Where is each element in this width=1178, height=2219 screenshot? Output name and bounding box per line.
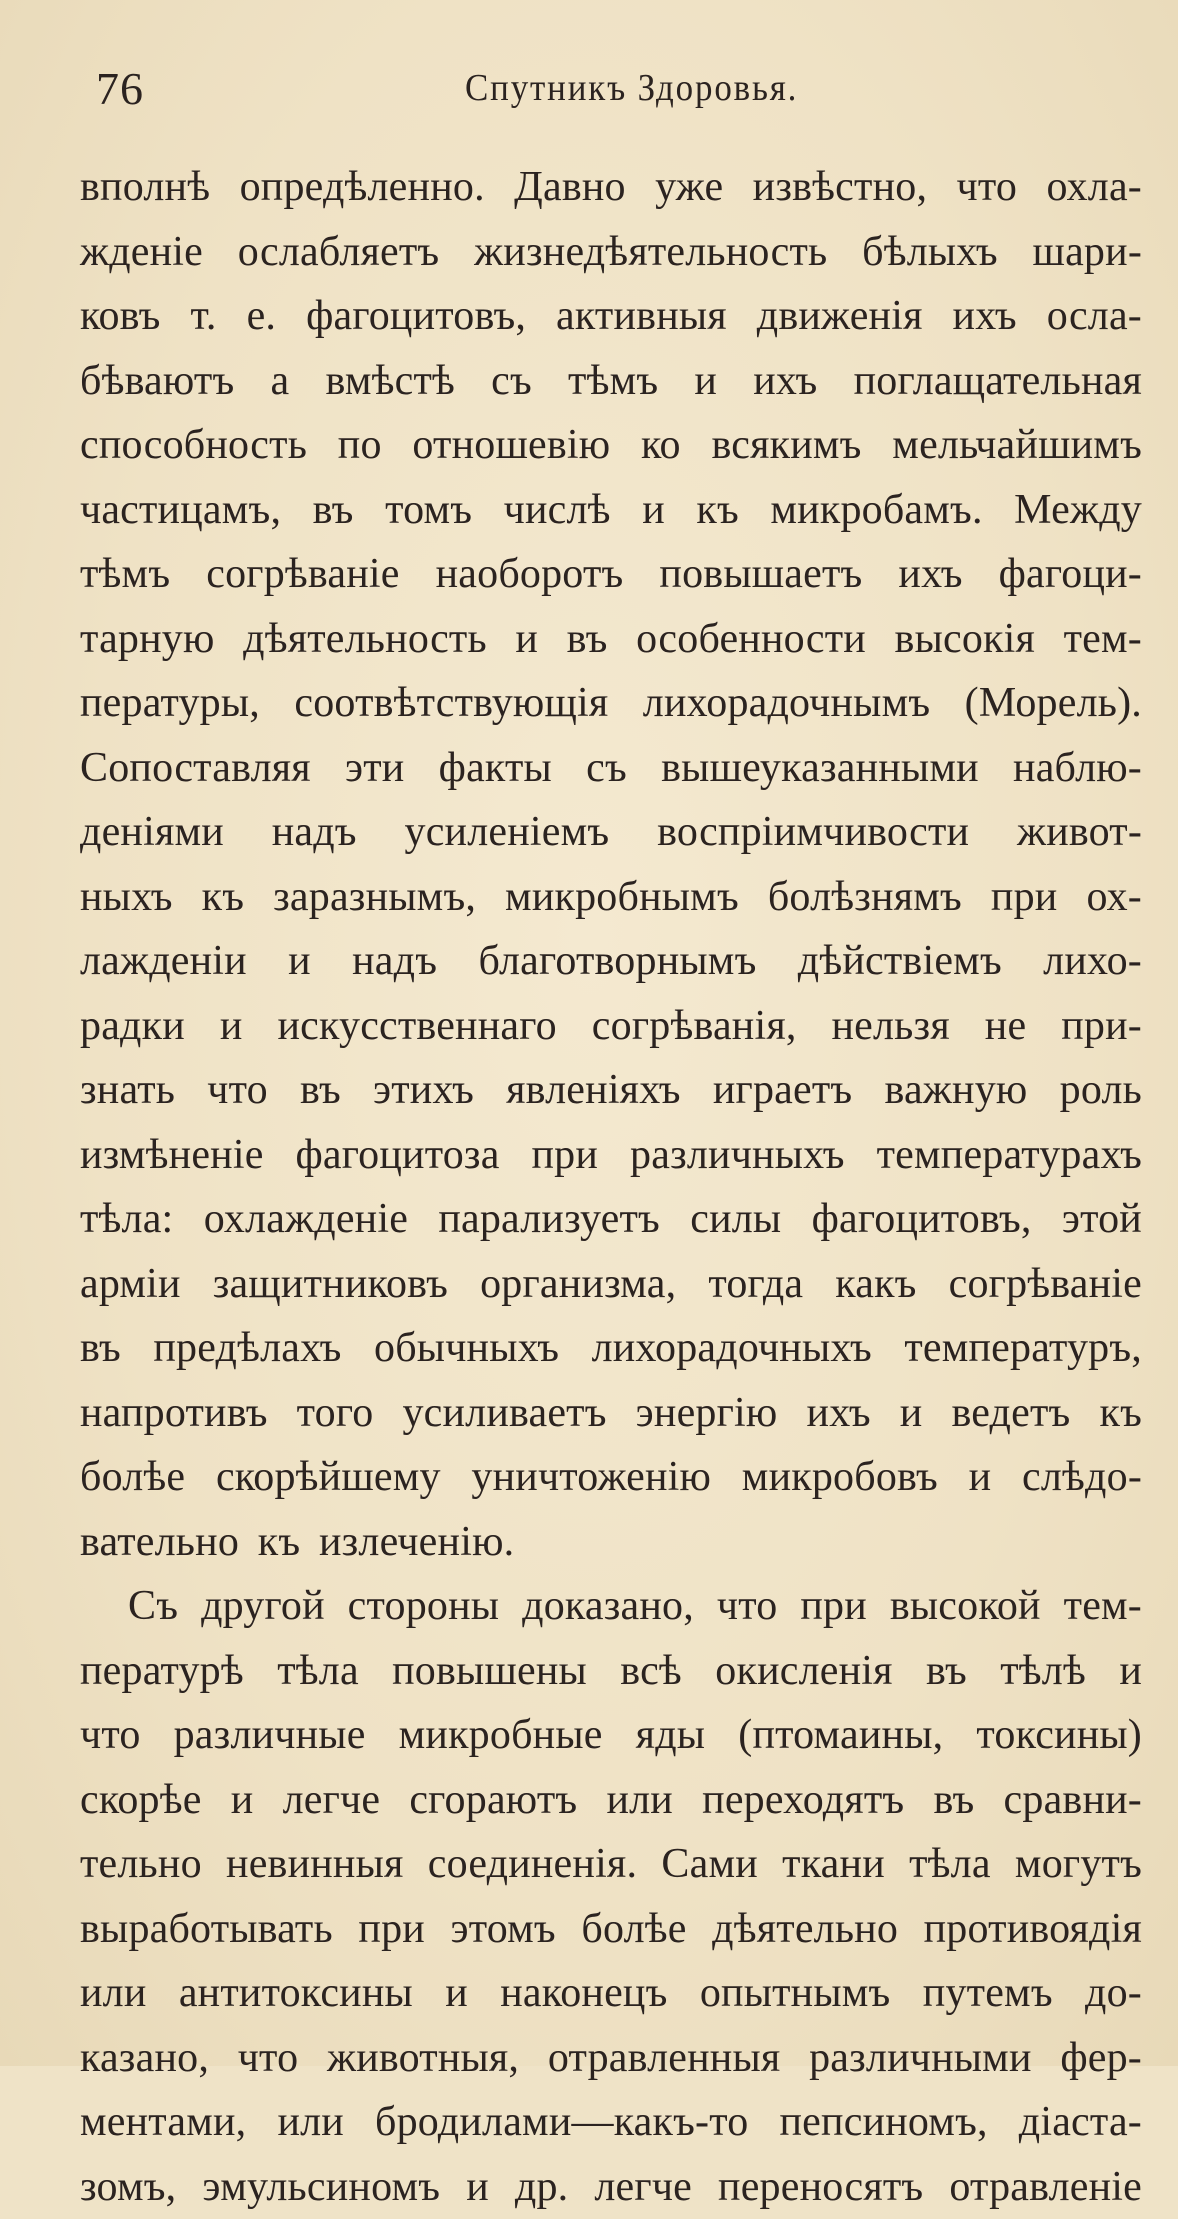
text-line: частицамъ, въ томъ числѣ и къ микробамъ. Между bbox=[80, 478, 1142, 543]
text-line: напротивъ того усиливаетъ энергію ихъ и ведетъ къ bbox=[80, 1381, 1142, 1446]
text-line: ментами, или бродилами—какъ-то пепсиномъ, діаста- bbox=[80, 2090, 1142, 2155]
text-line: ныхъ къ заразнымъ, микробнымъ болѣзнямъ при ох- bbox=[80, 865, 1142, 930]
text-line: тельно невинныя соединенія. Сами ткани тѣла могутъ bbox=[80, 1832, 1142, 1897]
text-line: выработывать при этомъ болѣе дѣятельно противоядія bbox=[80, 1897, 1142, 1962]
text-line: бѣваютъ а вмѣстѣ съ тѣмъ и ихъ поглащательная bbox=[80, 349, 1142, 414]
text-line: арміи защитниковъ организма, тогда какъ согрѣваніе bbox=[80, 1252, 1142, 1317]
page-header bbox=[0, 62, 1178, 122]
text-line: тѣмъ согрѣваніе наоборотъ повышаетъ ихъ фагоци- bbox=[80, 542, 1142, 607]
text-line: тѣла: охлажденіе парализуетъ силы фагоцитовъ, этой bbox=[80, 1187, 1142, 1252]
page-number: 76 bbox=[96, 62, 144, 115]
text-line: жденіе ослабляетъ жизнедѣятельность бѣлыхъ шари- bbox=[80, 220, 1142, 285]
text-line: Сопоставляя эти факты съ вышеуказанными наблю- bbox=[80, 736, 1142, 801]
text-line: ковъ т. е. фагоцитовъ, активныя движенія ихъ осла- bbox=[80, 284, 1142, 349]
body-text bbox=[80, 155, 1142, 2219]
text-line: зомъ, эмульсиномъ и др. легче переносятъ отравленіе bbox=[80, 2155, 1142, 2219]
text-line: деніями надъ усиленіемъ воспріимчивости живот- bbox=[80, 800, 1142, 865]
text-line: вательно къ излеченію. bbox=[80, 1510, 1142, 1575]
text-line: лажденіи и надъ благотворнымъ дѣйствіемъ лихо- bbox=[80, 929, 1142, 994]
text-line: тарную дѣятельность и въ особенности высокія тем- bbox=[80, 607, 1142, 672]
text-line: скорѣе и легче сгораютъ или переходятъ въ сравни- bbox=[80, 1768, 1142, 1833]
text-line: радки и искусственнаго согрѣванія, нельзя не при- bbox=[80, 994, 1142, 1059]
text-line: пературѣ тѣла повышены всѣ окисленія въ тѣлѣ и bbox=[80, 1639, 1142, 1704]
text-line: болѣе скорѣйшему уничтоженію микробовъ и слѣдо- bbox=[80, 1445, 1142, 1510]
text-line: вполнѣ опредѣленно. Давно уже извѣстно, что охла- bbox=[80, 155, 1142, 220]
text-line: или антитоксины и наконецъ опытнымъ путемъ до- bbox=[80, 1961, 1142, 2026]
running-title: Спутникъ Здоровья. bbox=[465, 66, 798, 110]
text-line: знать что въ этихъ явленіяхъ играетъ важную роль bbox=[80, 1058, 1142, 1123]
text-line: въ предѣлахъ обычныхъ лихорадочныхъ температуръ, bbox=[80, 1316, 1142, 1381]
text-line: измѣненіе фагоцитоза при различныхъ температурахъ bbox=[80, 1123, 1142, 1188]
text-line: казано, что животныя, отравленныя различными фер- bbox=[80, 2026, 1142, 2091]
text-line: пературы, соотвѣтствующія лихорадочнымъ (Морель). bbox=[80, 671, 1142, 736]
text-line: что различные микробные яды (птомаины, токсины) bbox=[80, 1703, 1142, 1768]
text-line: способность по отношевію ко всякимъ мельчайшимъ bbox=[80, 413, 1142, 478]
text-line: Съ другой стороны доказано, что при высокой тем- bbox=[80, 1574, 1142, 1639]
